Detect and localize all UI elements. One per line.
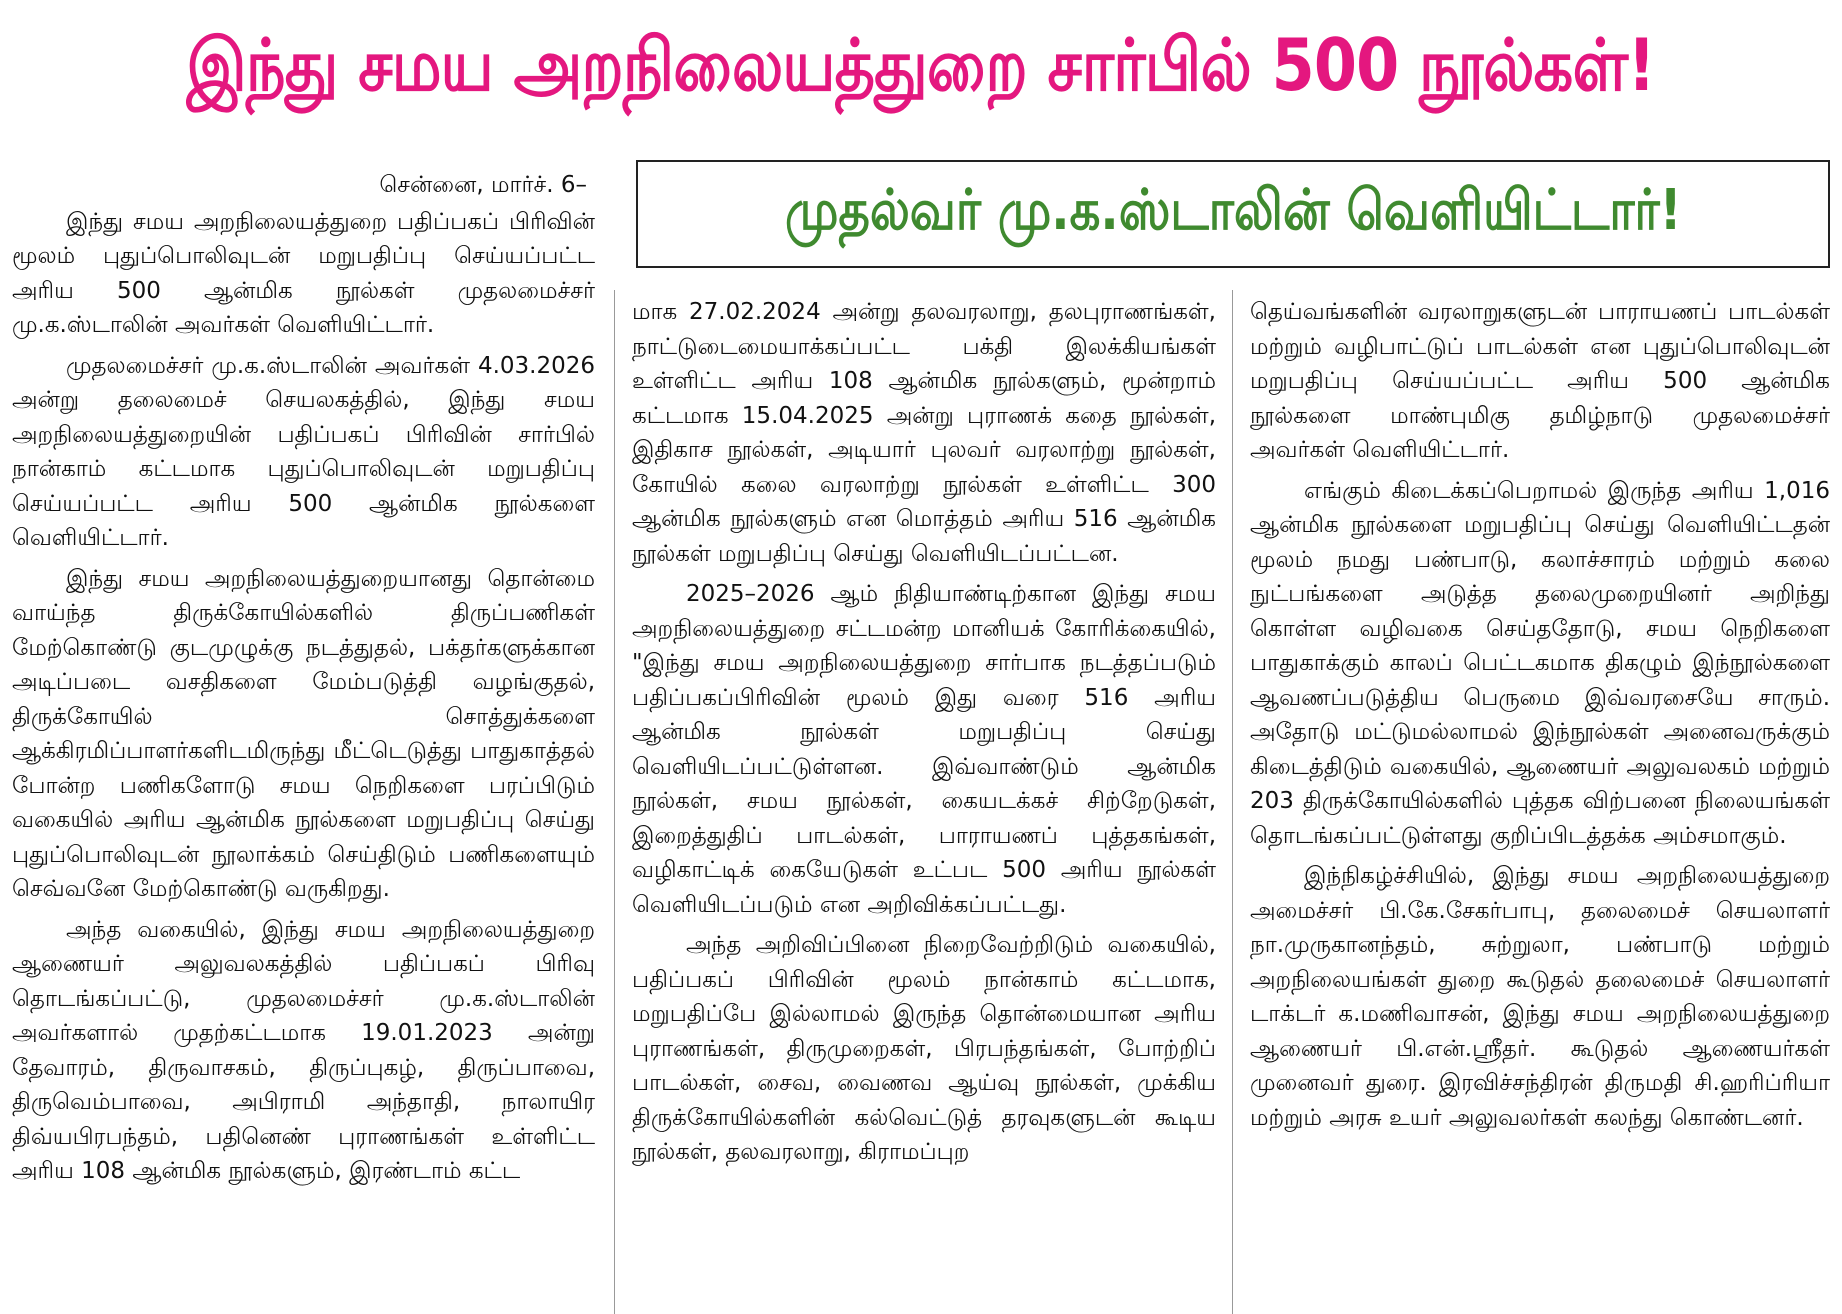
article-column-1	[12, 168, 595, 1314]
paragraph: 2025–2026 ஆம் நிதியாண்டிற்கான இந்து சமய அறநிலையத்துறை சட்டமன்ற மானியக் கோரிக்கையில், "இந்து சமய அறநிலையத்துறை சார்பாக நடத்தப்படும் பதிப்பகப்பிரிவின் மூலம் இது வரை 516 அரிய ஆன்மிக நூல்கள் மறுபதிப்பு செய்து வெளியிடப்பட்டுள்ளன. இவ்வாண்டும் ஆன்மிக நூல்கள், சமய நூல்கள், கையடக்கச் சிற்றேடுகள், இறைத்துதிப் பாடல்கள், பாராயணப் புத்தகங்கள், வழிகாட்டிக் கையேடுகள் உட்பட 500 அரிய நூல்கள் வெளியிடப்படும் என அறிவிக்கப்பட்டது.	[632, 581, 1216, 918]
paragraph: மாக 27.02.2024 அன்று தலவரலாறு, தலபுராணங்கள், நாட்டுடைமையாக்கப்பட்ட பக்தி இலக்கியங்கள் உள்ளிட்ட அரிய 108 ஆன்மிக நூல்களும், மூன்றாம் கட்டமாக 15.04.2025 அன்று புராணக் கதை நூல்கள், இதிகாச நூல்கள், அடியார் புலவர் வரலாற்று நூல்கள், கோயில் கலை வரலாற்று நூல்கள் உள்ளிட்ட 300 ஆன்மிக நூல்களும் என மொத்தம் அரிய 516 ஆன்மிக நூல்கள் மறுபதிப்பு செய்து வெளியிடப்பட்டன.	[632, 299, 1216, 567]
headline: இந்து சமய அறநிலையத்துறை சார்பில் 500 நூல்கள்!	[186, 23, 1656, 107]
paragraph: அந்த வகையில், இந்து சமய அறநிலையத்துறை ஆணையர் அலுவலகத்தில் பதிப்பகப் பிரிவு தொடங்கப்பட்டு, முதலமைச்சர் மு.க.ஸ்டாலின் அவர்களால் முதற்கட்டமாக 19.01.2023 அன்று தேவாரம், திருவாசகம், திருப்புகழ், திருப்பாவை, திருவெம்பாவை, அபிராமி அந்தாதி, நாலாயிர திவ்யபிரபந்தம், பதினெண் புராணங்கள் உள்ளிட்ட அரிய 108 ஆன்மிக நூல்களும், இரண்டாம் கட்ட	[12, 916, 595, 1184]
paragraph: எங்கும் கிடைக்கப்பெறாமல் இருந்த அரிய 1,016 ஆன்மிக நூல்களை மறுபதிப்பு செய்து வெளியிட்டதன் மூலம் நமது பண்பாடு, கலாச்சாரம் மற்றும் கலை நுட்பங்களை அடுத்த தலைமுறையினர் அறிந்து கொள்ள வழிவகை செய்ததோடு, சமய நெறிகளை பாதுகாக்கும் காலப் பெட்டகமாக திகழும் இந்நூல்களை ஆவணப்படுத்திய பெருமை இவ்வரசையே சாரும். அதோடு மட்டுமல்லாமல் இந்நூல்கள் அனைவருக்கும் கிடைத்திடும் வகையில், ஆணையர் அலுவலகம் மற்றும் 203 திருக்கோயில்களில் புத்தக விற்பனை நிலையங்கள் தொடங்கப்பட்டுள்ளது குறிப்பிடத்தக்க அம்சமாகும்.	[1250, 477, 1830, 849]
column-divider	[1232, 290, 1233, 1314]
subheadline: முதல்வர் மு.க.ஸ்டாலின் வெளியிட்டார்!	[784, 178, 1682, 243]
headline-banner	[0, 0, 1842, 140]
paragraph: இந்து சமய அறநிலையத்துறையானது தொன்மை வாய்ந்த திருக்கோயில்களில் திருப்பணிகள் மேற்கொண்டு குடமுழுக்கு நடத்துதல், பக்தர்களுக்கான அடிப்படை வசதிகளை மேம்படுத்தி வழங்குதல், திருக்கோயில் சொத்துக்களை ஆக்கிரமிப்பாளர்களிடமிருந்து மீட்டெடுத்து பாதுகாத்தல் போன்ற பணிகளோடு சமய நெறிகளை பரப்பிடும் வகையில் அரிய ஆன்மிக நூல்களை மறுபதிப்பு செய்து புதுப்பொலிவுடன் நூலாக்கம் செய்திடும் பணிகளையும் செவ்வனே மேற்கொண்டு வருகிறது.	[12, 565, 595, 902]
paragraph: இந்து சமய அறநிலையத்துறை பதிப்பகப் பிரிவின் மூலம் புதுப்பொலிவுடன் மறுபதிப்பு செய்யப்பட்ட அரிய 500 ஆன்மிக நூல்கள் முதலமைச்சர் மு.க.ஸ்டாலின் அவர்கள் வெளியிட்டார்.	[12, 208, 595, 338]
paragraph: முதலமைச்சர் மு.க.ஸ்டாலின் அவர்கள் 4.03.2026 அன்று தலைமைச் செயலகத்தில், இந்து சமய அறநிலையத்துறையின் பதிப்பகப் பிரிவின் சார்பில் நான்காம் கட்டமாக புதுப்பொலிவுடன் மறுபதிப்பு செய்யப்பட்ட அரிய 500 ஆன்மிக நூல்களை வெளியிட்டார்.	[12, 352, 595, 551]
dateline: சென்னை, மார்ச். 6–	[379, 172, 587, 198]
article-column-2	[632, 295, 1216, 1314]
article-column-3	[1250, 295, 1830, 1314]
paragraph: தெய்வங்களின் வரலாறுகளுடன் பாராயணப் பாடல்கள் மற்றும் வழிபாட்டுப் பாடல்கள் என புதுப்பொலிவுடன் மறுபதிப்பு செய்யப்பட்ட அரிய 500 ஆன்மிக நூல்களை மாண்புமிகு தமிழ்நாடு முதலமைச்சர் அவர்கள் வெளியிட்டார்.	[1250, 299, 1830, 463]
subheadline-box	[636, 160, 1830, 268]
paragraph: அந்த அறிவிப்பினை நிறைவேற்றிடும் வகையில், பதிப்பகப் பிரிவின் மூலம் நான்காம் கட்டமாக, மறுபதிப்பே இல்லாமல் இருந்த தொன்மையான அரிய புராணங்கள், திருமுறைகள், பிரபந்தங்கள், போற்றிப் பாடல்கள், சைவ, வைணவ ஆய்வு நூல்கள், முக்கிய திருக்கோயில்களின் கல்வெட்டுத் தரவுகளுடன் கூடிய நூல்கள், தலவரலாறு, கிராமப்புற	[632, 932, 1216, 1165]
column-divider	[614, 290, 615, 1314]
paragraph: இந்நிகழ்ச்சியில், இந்து சமய அறநிலையத்துறை அமைச்சர் பி.கே.சேகர்பாபு, தலைமைச் செயலாளர் நா.முருகானந்தம், சுற்றுலா, பண்பாடு மற்றும் அறநிலையங்கள் துறை கூடுதல் தலைமைச் செயலாளர் டாக்டர் க.மணிவாசன், இந்து சமய அறநிலையத்துறை ஆணையர் பி.என்.ஸ்ரீதர். கூடுதல் ஆணையர்கள் முனைவர் துரை. இரவிச்சந்திரன் திருமதி சி.ஹரிப்ரியா மற்றும் அரசு உயர் அலுவலர்கள் கலந்து கொண்டனர்.	[1250, 863, 1830, 1131]
